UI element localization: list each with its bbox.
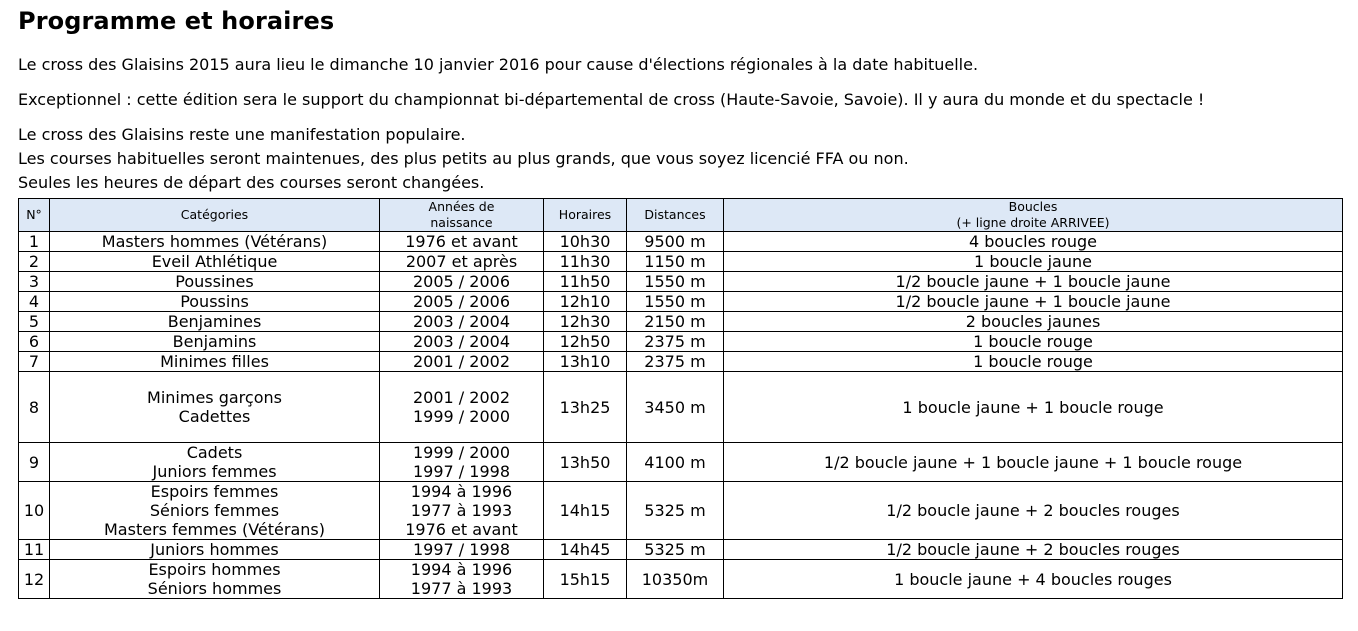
table-row (19, 372, 1343, 443)
cell-distance: 2375 m (627, 352, 724, 372)
cell-categories (50, 372, 380, 443)
annee-line: 1997 / 1998 (413, 462, 510, 481)
category-line: Espoirs hommes (148, 560, 281, 579)
cell-annees (380, 252, 544, 272)
cell-annees (380, 292, 544, 312)
cell-horaire: 10h30 (544, 232, 627, 252)
cell-num: 6 (19, 332, 50, 352)
header-boucles (724, 199, 1343, 232)
cell-distance: 3450 m (627, 372, 724, 443)
cell-categories (50, 540, 380, 560)
cell-categories (50, 332, 380, 352)
cell-distance: 4100 m (627, 443, 724, 482)
cell-horaire: 13h25 (544, 372, 627, 443)
annee-line: 1976 et avant (405, 520, 518, 539)
annee-line: 1994 à 1996 (410, 482, 513, 501)
cell-annees (380, 482, 544, 540)
category-line: Espoirs femmes (150, 482, 279, 501)
category-line: Benjamines (167, 312, 262, 331)
cell-horaire: 12h30 (544, 312, 627, 332)
table-body (19, 232, 1343, 599)
header-num: N° (19, 199, 50, 232)
cell-distance: 10350m (627, 560, 724, 599)
category-line: Cadettes (178, 407, 251, 426)
cell-boucles: 1 boucle jaune + 4 boucles rouges (724, 560, 1343, 599)
cell-categories (50, 292, 380, 312)
info-line: Les courses habituelles seront maintenues, des plus petits au plus grands, que vous soyez licencié FFA ou non. (18, 149, 909, 168)
annee-line: 1977 à 1993 (410, 579, 513, 598)
cell-boucles: 1/2 boucle jaune + 2 boucles rouges (724, 482, 1343, 540)
table-row (19, 252, 1343, 272)
info-line: Le cross des Glaisins reste une manifestation populaire. (18, 125, 466, 144)
category-line: Cadets (186, 443, 243, 462)
cell-annees (380, 372, 544, 443)
category-line: Juniors hommes (150, 540, 279, 559)
annee-line: 2001 / 2002 (413, 352, 510, 371)
cell-boucles: 1 boucle rouge (724, 352, 1343, 372)
annee-line: 2003 / 2004 (413, 332, 510, 351)
cell-annees (380, 352, 544, 372)
cell-distance: 1150 m (627, 252, 724, 272)
cell-boucles: 1 boucle jaune (724, 252, 1343, 272)
cell-num: 5 (19, 312, 50, 332)
cell-horaire: 11h30 (544, 252, 627, 272)
cell-boucles: 1 boucle jaune + 1 boucle rouge (724, 372, 1343, 443)
page-content (0, 0, 1358, 195)
category-line: Eveil Athlétique (151, 252, 278, 271)
header-annees-line: Années de (428, 199, 495, 214)
cell-annees (380, 332, 544, 352)
annee-line: 2007 et après (405, 252, 518, 271)
annee-line: 2003 / 2004 (413, 312, 510, 331)
annee-line: 1977 à 1993 (410, 501, 513, 520)
cell-distance: 5325 m (627, 482, 724, 540)
category-line: Minimes garçons (147, 388, 282, 407)
annee-line: 1999 / 2000 (413, 407, 510, 426)
cell-boucles: 2 boucles jaunes (724, 312, 1343, 332)
header-annees-line: naissance (430, 215, 493, 230)
intro-paragraph-info (18, 123, 1358, 195)
cell-num: 10 (19, 482, 50, 540)
category-line: Juniors femmes (152, 462, 277, 481)
cell-horaire: 14h15 (544, 482, 627, 540)
info-line: Seules les heures de départ des courses seront changées. (18, 173, 485, 192)
cell-categories (50, 252, 380, 272)
cell-annees (380, 312, 544, 332)
cell-distance: 9500 m (627, 232, 724, 252)
header-horaires: Horaires (544, 199, 627, 232)
table-row (19, 482, 1343, 540)
cell-annees (380, 443, 544, 482)
annee-line: 2001 / 2002 (413, 388, 510, 407)
cell-boucles: 1/2 boucle jaune + 2 boucles rouges (724, 540, 1343, 560)
table-header-row (19, 199, 1343, 232)
table-row (19, 232, 1343, 252)
cell-num: 12 (19, 560, 50, 599)
cell-boucles: 1/2 boucle jaune + 1 boucle jaune (724, 272, 1343, 292)
cell-distance: 1550 m (627, 292, 724, 312)
cell-horaire: 13h50 (544, 443, 627, 482)
cell-horaire: 12h10 (544, 292, 627, 312)
cell-categories (50, 443, 380, 482)
header-categories: Catégories (50, 199, 380, 232)
cell-num: 7 (19, 352, 50, 372)
cell-distance: 1550 m (627, 272, 724, 292)
annee-line: 1999 / 2000 (413, 443, 510, 462)
annee-line: 1976 et avant (405, 232, 518, 251)
category-line: Masters femmes (Vétérans) (104, 520, 325, 539)
cell-num: 3 (19, 272, 50, 292)
cell-annees (380, 272, 544, 292)
cell-categories (50, 312, 380, 332)
cell-categories (50, 482, 380, 540)
cell-horaire: 14h45 (544, 540, 627, 560)
intro-paragraph-championship: Exceptionnel : cette édition sera le support du championnat bi-départemental de cross (Haute-Savoie, Savoie). Il y aura du monde et du spectacle ! (18, 90, 1205, 109)
cell-num: 1 (19, 232, 50, 252)
category-line: Masters hommes (Vétérans) (101, 232, 328, 251)
cell-annees (380, 560, 544, 599)
cell-categories (50, 232, 380, 252)
cell-horaire: 12h50 (544, 332, 627, 352)
table-row (19, 292, 1343, 312)
annee-line: 2005 / 2006 (413, 292, 510, 311)
cell-distance: 2375 m (627, 332, 724, 352)
category-line: Minimes filles (160, 352, 269, 371)
cell-horaire: 15h15 (544, 560, 627, 599)
header-boucles-line: Boucles (1008, 199, 1058, 214)
annee-line: 2005 / 2006 (413, 272, 510, 291)
category-line: Poussines (175, 272, 254, 291)
cell-num: 9 (19, 443, 50, 482)
cell-categories (50, 560, 380, 599)
category-line: Séniors femmes (149, 501, 280, 520)
cell-num: 4 (19, 292, 50, 312)
table-row (19, 443, 1343, 482)
category-line: Poussins (180, 292, 249, 311)
cell-horaire: 13h10 (544, 352, 627, 372)
cell-annees (380, 540, 544, 560)
cell-categories (50, 352, 380, 372)
cell-num: 11 (19, 540, 50, 560)
table-row (19, 312, 1343, 332)
category-line: Benjamins (172, 332, 257, 351)
header-boucles-line: (+ ligne droite ARRIVEE) (956, 215, 1110, 230)
cell-boucles: 1 boucle rouge (724, 332, 1343, 352)
header-annees (380, 199, 544, 232)
table-row (19, 352, 1343, 372)
annee-line: 1994 à 1996 (410, 560, 513, 579)
cell-annees (380, 232, 544, 252)
cell-categories (50, 272, 380, 292)
cell-boucles: 1/2 boucle jaune + 1 boucle jaune + 1 boucle rouge (724, 443, 1343, 482)
intro-paragraph-date: Le cross des Glaisins 2015 aura lieu le dimanche 10 janvier 2016 pour cause d'élections régionales à la date habituelle. (18, 55, 979, 74)
table-row (19, 560, 1343, 599)
cell-distance: 2150 m (627, 312, 724, 332)
cell-boucles: 4 boucles rouge (724, 232, 1343, 252)
cell-horaire: 11h50 (544, 272, 627, 292)
table-row (19, 540, 1343, 560)
header-distances: Distances (627, 199, 724, 232)
category-line: Séniors hommes (147, 579, 282, 598)
schedule-table (18, 198, 1343, 599)
table-row (19, 332, 1343, 352)
cell-distance: 5325 m (627, 540, 724, 560)
table-row (19, 272, 1343, 292)
page-title: Programme et horaires (18, 7, 335, 35)
cell-num: 8 (19, 372, 50, 443)
cell-num: 2 (19, 252, 50, 272)
cell-boucles: 1/2 boucle jaune + 1 boucle jaune (724, 292, 1343, 312)
annee-line: 1997 / 1998 (413, 540, 510, 559)
